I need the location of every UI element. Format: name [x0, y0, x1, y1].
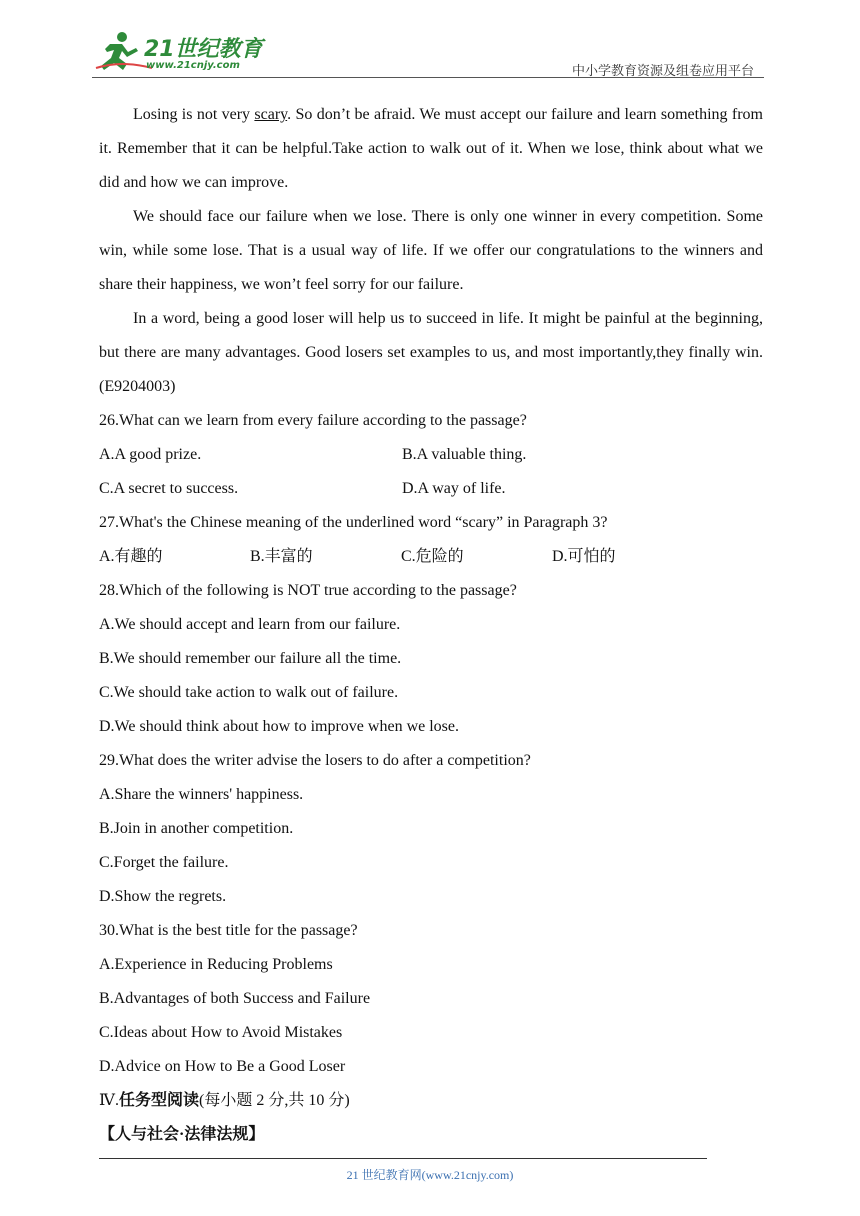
option-a: A.Experience in Reducing Problems [99, 956, 333, 973]
question-30-stem: 30.What is the best title for the passage? [99, 922, 358, 939]
section-heading [99, 1084, 763, 1118]
question-28-stem: 28.Which of the following is NOT true according to the passage? [99, 582, 517, 599]
passage-paragraph-2: We should face our failure when we lose. There is only one winner in every competition. Some win, while some lose. That is a usual way of life. If we offer our congratulations to the winners and share their happiness, we won’t feel sorry for our failure. [99, 208, 763, 293]
option-a: A.A good prize. [99, 446, 202, 463]
option-a: A.有趣的 [99, 548, 163, 565]
option-b: B.丰富的 [250, 548, 313, 565]
option-b: B.A valuable thing. [402, 446, 527, 463]
option-b: B.Advantages of both Success and Failure [99, 990, 371, 1007]
option-c: C.We should take action to walk out of failure. [99, 684, 399, 701]
option-b: B.We should remember our failure all the time. [99, 650, 402, 667]
document-body [99, 98, 763, 1152]
logo-url: www.21cnjy.com [146, 60, 240, 71]
header-divider [92, 77, 764, 78]
option-a: A.Share the winners' happiness. [99, 786, 304, 803]
option-c: C.Forget the failure. [99, 854, 229, 871]
page-footer: 21 世纪教育网(www.21cnjy.com) [346, 1168, 514, 1182]
underlined-word: scary [254, 106, 288, 123]
question-26-options-row-2 [99, 472, 763, 506]
option-a: A.We should accept and learn from our failure. [99, 616, 401, 633]
option-d: D.A way of life. [402, 480, 506, 497]
question-26-options-row-1 [99, 438, 763, 472]
question-26-stem: 26.What can we learn from every failure according to the passage? [99, 412, 527, 429]
site-logo[interactable] [92, 30, 262, 76]
section-title: 任务型阅读 [118, 1092, 199, 1109]
platform-name: 中小学教育资源及组卷应用平台 [571, 64, 754, 79]
option-c: C.Ideas about How to Avoid Mistakes [99, 1024, 343, 1041]
option-c: C.A secret to success. [99, 480, 239, 497]
option-d: D.可怕的 [552, 548, 616, 565]
section-number: Ⅳ. [99, 1092, 119, 1109]
question-27-options [99, 540, 763, 574]
question-29-stem: 29.What does the writer advise the losers to do after a competition? [99, 752, 531, 769]
option-d: D.We should think about how to improve when we lose. [99, 718, 459, 735]
option-c: C.危险的 [401, 548, 464, 565]
footer-divider [99, 1158, 707, 1159]
page-header [0, 0, 860, 80]
option-b: B.Join in another competition. [99, 820, 294, 837]
option-d: D.Advice on How to Be a Good Loser [99, 1058, 346, 1075]
logo-text: 21世纪教育 [144, 37, 263, 62]
section-score: (每小题 2 分,共 10 分) [199, 1092, 350, 1109]
section-topic: 【人与社会·法律法规】 [99, 1126, 265, 1143]
passage-paragraph-1: Losing is not very scary. So don’t be afraid. We must accept our failure and learn something from it. Remember that it can be helpful.Take action to walk out of it. When we lose, think about what we did and how we can improve. [99, 106, 764, 191]
option-d: D.Show the regrets. [99, 888, 227, 905]
passage-paragraph-3: In a word, being a good loser will help us to succeed in life. It might be painful at the beginning, but there are many advantages. Good losers set examples to us, and most importantly,they finally win.(E9204003) [99, 310, 763, 395]
question-27-stem: 27.What's the Chinese meaning of the underlined word “scary” in Paragraph 3? [99, 514, 608, 531]
